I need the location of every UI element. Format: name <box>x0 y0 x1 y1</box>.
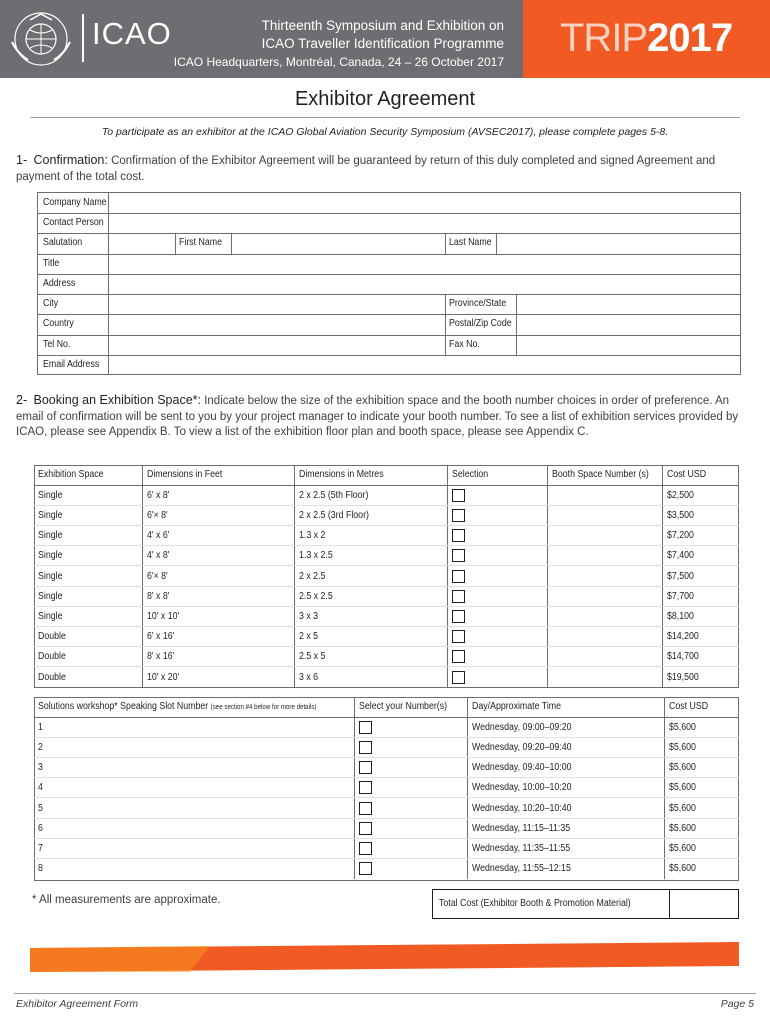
column-divider <box>108 193 109 375</box>
metres-cell-text: 2 x 5 <box>299 631 319 643</box>
space-col-header-text: Exhibition Space <box>38 469 104 481</box>
cost-cell-text: $2,500 <box>667 489 695 501</box>
address-label: Address <box>43 278 76 289</box>
cost-cell-text: $5,600 <box>668 721 696 733</box>
cost-cell-text: $5,600 <box>668 863 696 875</box>
slot-checkbox[interactable] <box>359 862 372 875</box>
row-divider <box>38 254 740 255</box>
feet-cell <box>143 606 295 626</box>
country-label: Country <box>43 318 74 329</box>
cost-cell-text: $5,600 <box>668 822 696 834</box>
section2-heading: Booking an Exhibition Space*: <box>33 393 201 407</box>
cost-cell <box>663 505 739 525</box>
space-col-header-text: Selection <box>452 469 489 481</box>
selection-checkbox-cell <box>448 505 548 525</box>
day-time-cell-text: Wednesday, 11:35–11:55 <box>472 842 571 854</box>
feet-cell <box>143 627 295 647</box>
space-type-cell-text: Single <box>38 509 63 521</box>
space-col-header <box>34 465 143 485</box>
slot-number-cell <box>34 737 355 757</box>
city-label: City <box>43 298 59 309</box>
icao-emblem-icon <box>8 8 74 70</box>
contact-form <box>37 192 741 375</box>
slot-checkbox-cell <box>355 717 468 737</box>
selection-checkbox[interactable] <box>452 549 465 562</box>
slot-number-cell-text: 6 <box>38 822 43 834</box>
metres-cell-text: 1.3 x 2 <box>299 530 326 542</box>
slot-header-text <box>38 701 316 712</box>
feet-cell-text: 6'× 8' <box>147 509 169 521</box>
slot-checkbox-cell <box>355 818 468 838</box>
slot-checkbox[interactable] <box>359 761 372 774</box>
cost-cell-text: $7,200 <box>667 530 695 542</box>
selection-checkbox-cell <box>448 667 548 687</box>
cost-cell <box>664 758 739 778</box>
cost-cell-text: $3,500 <box>667 509 695 521</box>
selection-checkbox-cell <box>448 647 548 667</box>
day-time-cell <box>468 798 665 818</box>
booth-number-input[interactable] <box>548 526 663 546</box>
metres-cell <box>295 627 448 647</box>
booth-number-input[interactable] <box>548 505 663 525</box>
selection-checkbox[interactable] <box>452 630 465 643</box>
day-time-cell <box>468 818 665 838</box>
total-cost-label: Total Cost (Exhibitor Booth & Promotion Material) <box>439 898 631 909</box>
space-type-cell-text: Double <box>38 671 66 683</box>
space-type-cell-text: Single <box>38 550 63 562</box>
metres-cell <box>295 586 448 606</box>
space-type-cell <box>34 647 143 667</box>
footer-page-number: Page 5 <box>720 998 754 1010</box>
table-row <box>34 838 739 858</box>
day-time-cell <box>468 737 665 757</box>
cost-cell-text: $5,600 <box>668 842 696 854</box>
row-divider <box>38 233 740 234</box>
selection-checkbox-cell <box>448 606 548 626</box>
cost-header-text: Cost USD <box>668 701 708 713</box>
selection-checkbox[interactable] <box>452 570 465 583</box>
slot-number-cell <box>34 778 355 798</box>
space-type-cell <box>34 485 143 505</box>
feet-cell <box>143 586 295 606</box>
orange-decorative-band <box>30 942 739 972</box>
space-col-header-text: Dimensions in Feet <box>147 469 223 481</box>
space-type-cell-text: Single <box>38 590 63 602</box>
tel-label: Tel No. <box>43 339 71 350</box>
selection-checkbox-cell <box>448 546 548 566</box>
feet-cell <box>143 667 295 687</box>
slot-checkbox[interactable] <box>359 741 372 754</box>
space-col-header <box>295 465 448 485</box>
slot-number-cell-text: 2 <box>38 741 43 753</box>
metres-cell-text: 2.5 x 2.5 <box>299 590 334 602</box>
measurement-note: * All measurements are approximate. <box>32 894 221 906</box>
symposium-title-line2: ICAO Traveller Identification Programme <box>261 36 504 51</box>
metres-cell-text: 2.5 x 5 <box>299 651 326 663</box>
metres-cell-text: 2 x 2.5 (3rd Floor) <box>299 509 370 521</box>
feet-cell <box>143 546 295 566</box>
table-row <box>34 737 739 757</box>
contact-person-label: Contact Person <box>43 217 104 228</box>
cost-cell <box>663 485 739 505</box>
last-name-label: Last Name <box>449 237 492 248</box>
feet-cell-text: 10' x 20' <box>147 671 180 683</box>
section-booking <box>16 393 742 441</box>
day-header-text: Day/Approximate Time <box>472 701 562 713</box>
space-col-header <box>663 465 739 485</box>
cost-cell <box>663 647 739 667</box>
feet-cell <box>143 505 295 525</box>
page-header <box>0 0 770 78</box>
select-header <box>355 697 468 717</box>
cost-cell <box>663 667 739 687</box>
feet-cell-text: 4' x 6' <box>147 530 170 542</box>
column-divider <box>231 233 232 254</box>
cost-cell-text: $14,700 <box>667 651 700 663</box>
day-time-cell <box>468 778 665 798</box>
space-col-header <box>143 465 295 485</box>
table-row <box>34 546 739 566</box>
feet-cell <box>143 647 295 667</box>
cost-cell <box>663 606 739 626</box>
footer-divider <box>14 993 756 994</box>
cost-cell <box>664 778 739 798</box>
day-time-cell-text: Wednesday, 11:55–12:15 <box>472 863 571 875</box>
space-type-cell-text: Single <box>38 610 63 622</box>
space-type-cell <box>34 546 143 566</box>
feet-cell <box>143 526 295 546</box>
selection-checkbox[interactable] <box>452 610 465 623</box>
feet-cell <box>143 485 295 505</box>
row-divider <box>38 314 740 315</box>
feet-cell-text: 8' x 16' <box>147 651 175 663</box>
cost-cell <box>664 838 739 858</box>
cost-cell-text: $7,500 <box>667 570 695 582</box>
selection-checkbox[interactable] <box>452 590 465 603</box>
table-row <box>34 647 739 667</box>
row-divider <box>38 335 740 336</box>
table-row <box>34 505 739 525</box>
cost-cell-text: $5,600 <box>668 762 696 774</box>
slot-number-cell-text: 1 <box>38 721 43 733</box>
slot-header-label: Solutions workshop* Speaking Slot Number <box>38 701 209 713</box>
cost-cell <box>664 859 739 879</box>
workshop-table-header <box>34 697 739 717</box>
header-divider <box>82 14 84 62</box>
feet-cell-text: 10' x 10' <box>147 610 180 622</box>
slot-checkbox[interactable] <box>359 822 372 835</box>
cost-cell <box>663 627 739 647</box>
intro-text: To participate as an exhibitor at the ICAO Global Aviation Security Symposium (AVSEC2017), please complete pages 5-8. <box>101 126 669 138</box>
selection-checkbox-cell <box>448 627 548 647</box>
section2-number: 2- <box>16 393 28 407</box>
table-row <box>34 717 739 737</box>
column-divider <box>516 294 517 355</box>
email-label: Email Address <box>43 359 100 370</box>
metres-cell <box>295 485 448 505</box>
workshop-table <box>34 697 739 879</box>
footer-form-name: Exhibitor Agreement Form <box>16 998 139 1010</box>
slot-checkbox-cell <box>355 859 468 879</box>
selection-checkbox-cell <box>448 526 548 546</box>
slot-number-cell-text: 4 <box>38 782 43 794</box>
cost-cell-text: $7,700 <box>667 590 695 602</box>
metres-cell-text: 3 x 6 <box>299 671 319 683</box>
metres-cell <box>295 566 448 586</box>
cost-cell-text: $5,600 <box>668 802 696 814</box>
trip-logo <box>560 16 732 61</box>
slot-number-cell <box>34 758 355 778</box>
section1-number: 1- <box>16 153 28 167</box>
space-col-header-text: Dimensions in Metres <box>299 469 385 481</box>
section2-text: Indicate below the size of the exhibition space and the booth number choices in order of preference. An email of confirmation will be sent to you by your project manager to indicate your booth number. To see a list of exhibition services provided by ICAO, please see Appendix B. To view a list of the exhibition floor plan and booth space, please see Appendix C. <box>16 395 739 438</box>
cost-cell <box>663 546 739 566</box>
space-col-header <box>448 465 548 485</box>
booth-number-input[interactable] <box>548 606 663 626</box>
metres-cell <box>295 647 448 667</box>
column-divider <box>175 233 176 254</box>
slot-number-cell <box>34 798 355 818</box>
cost-cell-text: $7,400 <box>667 550 695 562</box>
metres-cell-text: 2 x 2.5 <box>299 570 326 582</box>
trip-logo-light: TRIP <box>560 16 648 60</box>
space-type-cell-text: Double <box>38 651 66 663</box>
row-divider <box>38 355 740 356</box>
metres-cell-text: 1.3 x 2.5 <box>299 550 334 562</box>
table-row <box>34 778 739 798</box>
table-row <box>34 758 739 778</box>
space-type-cell <box>34 627 143 647</box>
selection-checkbox[interactable] <box>452 671 465 684</box>
symposium-title-line1: Thirteenth Symposium and Exhibition on <box>261 18 504 33</box>
space-type-cell-text: Double <box>38 631 66 643</box>
cost-cell-text: $5,600 <box>668 782 696 794</box>
day-header <box>468 697 665 717</box>
cost-cell <box>663 566 739 586</box>
slot-checkbox-cell <box>355 758 468 778</box>
row-divider <box>38 274 740 275</box>
space-col-header <box>548 465 663 485</box>
section1-heading: Confirmation: <box>33 153 108 167</box>
column-divider <box>445 294 446 355</box>
feet-cell-text: 6'× 8' <box>147 570 169 582</box>
booth-number-input[interactable] <box>548 667 663 687</box>
day-time-cell <box>468 758 665 778</box>
slot-checkbox[interactable] <box>359 802 372 815</box>
metres-cell <box>295 606 448 626</box>
space-type-cell <box>34 566 143 586</box>
metres-cell <box>295 526 448 546</box>
slot-number-cell-text: 8 <box>38 863 43 875</box>
day-time-cell-text: Wednesday, 10:20–10:40 <box>472 802 572 814</box>
space-type-cell <box>34 526 143 546</box>
selection-checkbox[interactable] <box>452 489 465 502</box>
total-cost-divider <box>669 890 670 918</box>
booth-number-input[interactable] <box>548 627 663 647</box>
province-label: Province/State <box>449 298 507 309</box>
feet-cell <box>143 566 295 586</box>
postal-code-label: Postal/Zip Code <box>449 318 512 329</box>
table-row <box>34 818 739 838</box>
feet-cell-text: 6' x 8' <box>147 489 170 501</box>
slot-checkbox[interactable] <box>359 721 372 734</box>
icao-logo-text: ICAO <box>92 16 172 51</box>
cost-cell-text: $19,500 <box>667 671 700 683</box>
column-divider <box>496 233 497 254</box>
day-time-cell-text: Wednesday, 09:40–10:00 <box>472 762 572 774</box>
day-time-cell-text: Wednesday, 09:00–09:20 <box>472 721 572 733</box>
space-type-cell-text: Single <box>38 530 63 542</box>
space-type-cell <box>34 505 143 525</box>
slot-number-cell-text: 3 <box>38 762 43 774</box>
slot-checkbox-cell <box>355 778 468 798</box>
space-table-header <box>34 465 739 485</box>
space-type-cell-text: Single <box>38 570 63 582</box>
slot-number-cell-text: 5 <box>38 802 43 814</box>
column-divider <box>445 233 446 254</box>
cost-cell-text: $5,600 <box>668 741 696 753</box>
table-row <box>34 627 739 647</box>
space-type-cell-text: Single <box>38 489 63 501</box>
selection-checkbox-cell <box>448 586 548 606</box>
table-row <box>34 566 739 586</box>
cost-cell <box>663 586 739 606</box>
day-time-cell-text: Wednesday, 09:20–09:40 <box>472 741 572 753</box>
cost-cell <box>663 526 739 546</box>
metres-cell-text: 3 x 3 <box>299 610 319 622</box>
row-divider <box>38 294 740 295</box>
table-row <box>34 485 739 505</box>
space-type-cell <box>34 586 143 606</box>
metres-cell <box>295 546 448 566</box>
cost-cell-text: $8,100 <box>667 610 695 622</box>
slot-checkbox[interactable] <box>359 842 372 855</box>
slot-header <box>34 697 355 717</box>
space-type-cell <box>34 606 143 626</box>
selection-checkbox[interactable] <box>452 650 465 663</box>
space-table <box>34 465 739 687</box>
cost-header <box>664 697 739 717</box>
slot-checkbox[interactable] <box>359 781 372 794</box>
day-time-cell-text: Wednesday, 10:00–10:20 <box>472 782 572 794</box>
trip-logo-year: 2017 <box>647 16 733 60</box>
total-cost-box <box>432 889 739 919</box>
booth-number-input[interactable] <box>548 647 663 667</box>
day-time-cell <box>468 838 665 858</box>
cost-cell <box>664 737 739 757</box>
metres-cell-text: 2 x 2.5 (5th Floor) <box>299 489 369 501</box>
table-row <box>34 606 739 626</box>
slot-header-note: (see section #4 below for more details) <box>210 704 317 712</box>
salutation-label: Salutation <box>43 237 83 248</box>
booth-number-input[interactable] <box>548 546 663 566</box>
table-row <box>34 586 739 606</box>
title-label: Title <box>43 258 60 269</box>
cost-cell <box>664 717 739 737</box>
slot-checkbox-cell <box>355 737 468 757</box>
feet-cell-text: 8' x 8' <box>147 590 170 602</box>
cost-cell-text: $14,200 <box>667 631 700 643</box>
selection-checkbox-cell <box>448 566 548 586</box>
slot-checkbox-cell <box>355 798 468 818</box>
feet-cell-text: 6' x 16' <box>147 631 175 643</box>
feet-cell-text: 4' x 8' <box>147 550 170 562</box>
slot-checkbox-cell <box>355 838 468 858</box>
slot-number-cell-text: 7 <box>38 842 43 854</box>
table-row <box>34 859 739 879</box>
selection-checkbox-cell <box>448 485 548 505</box>
booth-number-input[interactable] <box>548 586 663 606</box>
table-row <box>34 667 739 687</box>
section-confirmation <box>16 153 742 185</box>
table-row <box>34 798 739 818</box>
select-header-text: Select your Number(s) <box>359 701 448 713</box>
cost-cell <box>664 798 739 818</box>
section1-text: Confirmation of the Exhibitor Agreement will be guaranteed by return of this duly completed and signed Agreement and payment of the total cost. <box>16 155 716 183</box>
space-col-header-text: Booth Space Number (s) <box>552 469 650 481</box>
slot-number-cell <box>34 859 355 879</box>
table-row <box>34 526 739 546</box>
first-name-label: First Name <box>179 237 223 248</box>
space-col-header-text: Cost USD <box>667 469 707 481</box>
day-time-cell-text: Wednesday, 11:15–11:35 <box>472 822 571 834</box>
symposium-venue: ICAO Headquarters, Montréal, Canada, 24 – 26 October 2017 <box>173 55 504 69</box>
company-name-label: Company Name <box>43 197 107 208</box>
cost-cell <box>664 818 739 838</box>
slot-number-cell <box>34 838 355 858</box>
day-time-cell <box>468 859 665 879</box>
day-time-cell <box>468 717 665 737</box>
fax-label: Fax No. <box>449 339 480 350</box>
page-title: Exhibitor Agreement <box>294 88 476 110</box>
selection-checkbox[interactable] <box>452 529 465 542</box>
metres-cell <box>295 505 448 525</box>
booth-number-input[interactable] <box>548 485 663 505</box>
slot-number-cell <box>34 818 355 838</box>
space-type-cell <box>34 667 143 687</box>
metres-cell <box>295 667 448 687</box>
slot-number-cell <box>34 717 355 737</box>
booth-number-input[interactable] <box>548 566 663 586</box>
selection-checkbox[interactable] <box>452 509 465 522</box>
row-divider <box>38 213 740 214</box>
title-divider <box>30 117 740 118</box>
